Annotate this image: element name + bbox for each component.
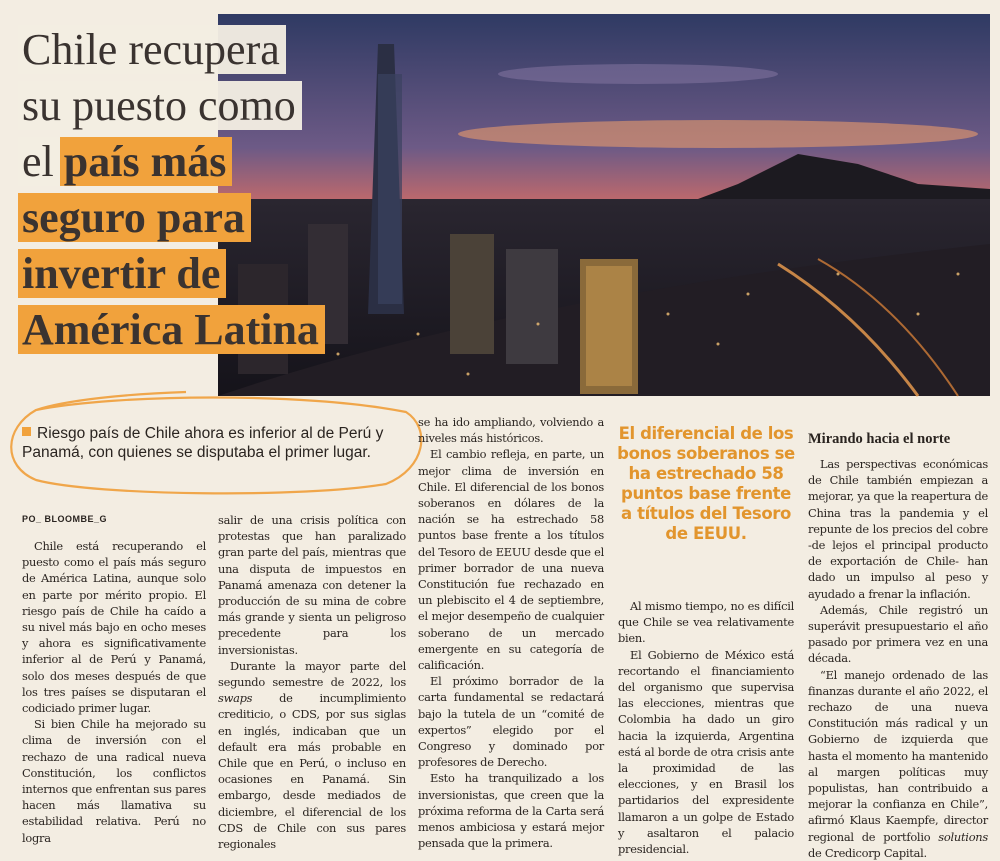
text-run: “El manejo ordenado de las finanzas durante el año 2022, el rechazo de una nueva Constitución más radical y un Gobierno de izquierda que hasta el momento ha mantenido al margen políticas muy populistas, han contribuido a mejorar la confianza en Chile”, afirmó Klaus Kaempfe, director regional de portfolio	[808, 667, 988, 844]
pull-quote: El diferencial de los bonos soberanos se ha estrechado 58 puntos base frente a títulos del Tesoro de EEUU.	[617, 424, 795, 543]
column-1	[22, 538, 206, 846]
headline-line-6: América Latina	[18, 305, 325, 354]
column-4	[618, 598, 794, 857]
text-run: Durante la mayor parte del segundo semestre de 2022, los	[218, 658, 406, 690]
italic-term: solutions	[938, 829, 988, 844]
paragraph: Esto ha tranquilizado a los inversionistas, que creen que la próxima reforma de la Carta será menos ambiciosa y estará mejor pensada que la primera.	[418, 771, 604, 851]
italic-term: swaps	[218, 691, 253, 706]
headline-line-4: seguro para	[18, 193, 251, 242]
headline-line-3-highlight: país más	[60, 137, 233, 186]
column-5	[808, 456, 988, 861]
headline-line-1: Chile recupera	[18, 25, 286, 74]
paragraph: El Gobierno de México está recortando el financiamiento del organismo que supervisa las elecciones, mientras que Colombia ha dado un giro hacia la izquierda, Argentina está al borde de otra crisis ante la proximidad de las elecciones, y en Brasil los partidarios del expresidente llamaron a un golpe de Estado y asaltaron el palacio presidencial.	[618, 647, 794, 857]
paragraph	[218, 658, 406, 852]
paragraph: Chile está recuperando el puesto como el país más seguro de América Latina, aunque solo en parte por mérito propio. El riesgo país de Chile ha caído a su nivel más bajo en ocho meses y ahora es significativamente inferior al de Perú y Panamá, solo dos meses después de que los tres países se disputaran el codiciado primer lugar.	[22, 539, 206, 716]
text-run: de incumplimiento crediticio, o CDS, por sus siglas en inglés, indicaban que un default era más probable en Chile que en Perú, o incluso en ocasiones en Panamá. Sin embargo, desde mediados de diciembre, el diferencial de los CDS de Chile con sus pares regionales	[218, 691, 406, 852]
paragraph: salir de una crisis política con protestas que han paralizado gran parte del país, mientras que una disputa de impuestos en Panamá amenaza con detener la producción de su mina de cobre más grande y sienta un peligroso precedente para los inversionistas.	[218, 513, 406, 657]
section-subhead: Mirando hacia el norte	[808, 431, 951, 447]
paragraph	[808, 667, 988, 861]
headline-line-5: invertir de	[18, 249, 226, 298]
headline-line-3-plain: el	[18, 137, 60, 186]
text-run: de Credicorp Capital.	[808, 845, 927, 860]
column-2	[218, 512, 406, 852]
headline	[18, 22, 390, 358]
paragraph: Al mismo tiempo, no es difícil que Chile se vea relativamente bien.	[618, 599, 794, 646]
paragraph: se ha ido ampliando, volviendo a niveles más históricos.	[418, 415, 604, 446]
paragraph: Además, Chile registró un superávit presupuestario el año pasado por primera vez en una década.	[808, 602, 988, 666]
lead-summary	[22, 424, 407, 462]
column-3	[418, 414, 604, 851]
bullet-square-icon	[22, 427, 31, 436]
paragraph: El cambio refleja, en parte, un mejor clima de inversión en Chile. El diferencial de los bonos soberanos en dólares de la nación se ha estrechado 58 puntos base frente a los títulos del Tesoro de EEUU desde que el primer borrador de una nueva Constitución fue rechazado en un plebiscito el 4 de septiembre, el mejor desempeño de cualquier soberano de un mercado emergente en su categoría de calificación.	[418, 447, 604, 673]
paragraph: Las perspectivas económicas de Chile también empiezan a mejorar, ya que la reapertura de China tras la pandemia y el repunte de los precios del cobre -de lejos el principal producto de exportación de Chile- han dado un impulso al peso y ayudado a frenar la inflación.	[808, 457, 988, 601]
lead-text: Riesgo país de Chile ahora es inferior al de Perú y Panamá, con quienes se disputaba el primer lugar.	[22, 425, 384, 461]
paragraph: El próximo borrador de la carta fundamental se redactará bajo la tutela de un “comité de expertos” elegido por el Congreso y dominado por profesores de Derecho.	[418, 674, 604, 770]
byline: PO_ BLOOMBE_G	[22, 514, 108, 524]
headline-line-2: su puesto como	[18, 81, 302, 130]
paragraph: Si bien Chile ha mejorado su clima de inversión con el rechazo de una radical nueva Constitución, los conflictos internos que enfrentan sus pares hacen más llamativa su estabilidad relativa. Perú no logra	[22, 717, 206, 845]
